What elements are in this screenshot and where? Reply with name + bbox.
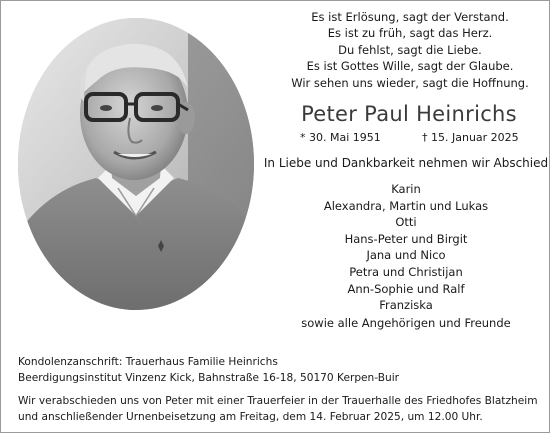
family-member: Alexandra, Martin und Lukas [323, 198, 489, 213]
condolence-address [18, 355, 399, 386]
birth-date: * 30. Mai 1951 [300, 131, 381, 144]
family-list [264, 181, 548, 331]
condolence-line: Kondolenzanschrift: Trauerhaus Familie Heinrichs [18, 356, 278, 368]
family-member: Hans-Peter und Birgit [344, 231, 468, 246]
service-line: und anschließender Urnenbeisetzung am Freitag, dem 14. Februar 2025, um 12.00 Uhr. [18, 410, 483, 423]
family-member: Petra und Christijan [349, 264, 463, 279]
family-member: Jana und Nico [366, 248, 446, 263]
poem-line: Es ist zu früh, sagt das Herz. [327, 26, 493, 41]
deceased-name: Peter Paul Heinrichs [301, 102, 517, 126]
family-member: Otti [395, 215, 417, 230]
poem-line: Es ist Gottes Wille, sagt der Glaube. [306, 59, 514, 74]
funeral-home-line: Beerdigungsinstitut Vinzenz Kick, Bahnstraße 16-18, 50170 Kerpen-Buir [18, 371, 400, 384]
farewell-text: In Liebe und Dankbarkeit nehmen wir Abschied [263, 156, 549, 170]
poem-line: Es ist Erlösung, sagt der Verstand. [311, 10, 509, 24]
portrait-image [18, 18, 254, 310]
death-date: † 15. Januar 2025 [422, 131, 519, 144]
service-notice [18, 394, 538, 425]
family-member: Franziska [379, 298, 433, 313]
poem [290, 9, 530, 91]
poem-line: Wir sehen uns wieder, sagt die Hoffnung. [291, 75, 529, 90]
family-member: Karin [391, 182, 421, 196]
service-line: Wir verabschieden uns von Peter mit einer Trauerfeier in der Trauerhalle des Friedhofes Blatzheim [18, 395, 538, 407]
family-member: Ann-Sophie und Ralf [347, 281, 465, 296]
poem-line: Du fehlst, sagt die Liebe. [338, 42, 482, 57]
portrait-photo [18, 18, 254, 310]
family-closing: sowie alle Angehörigen und Freunde [301, 315, 511, 330]
